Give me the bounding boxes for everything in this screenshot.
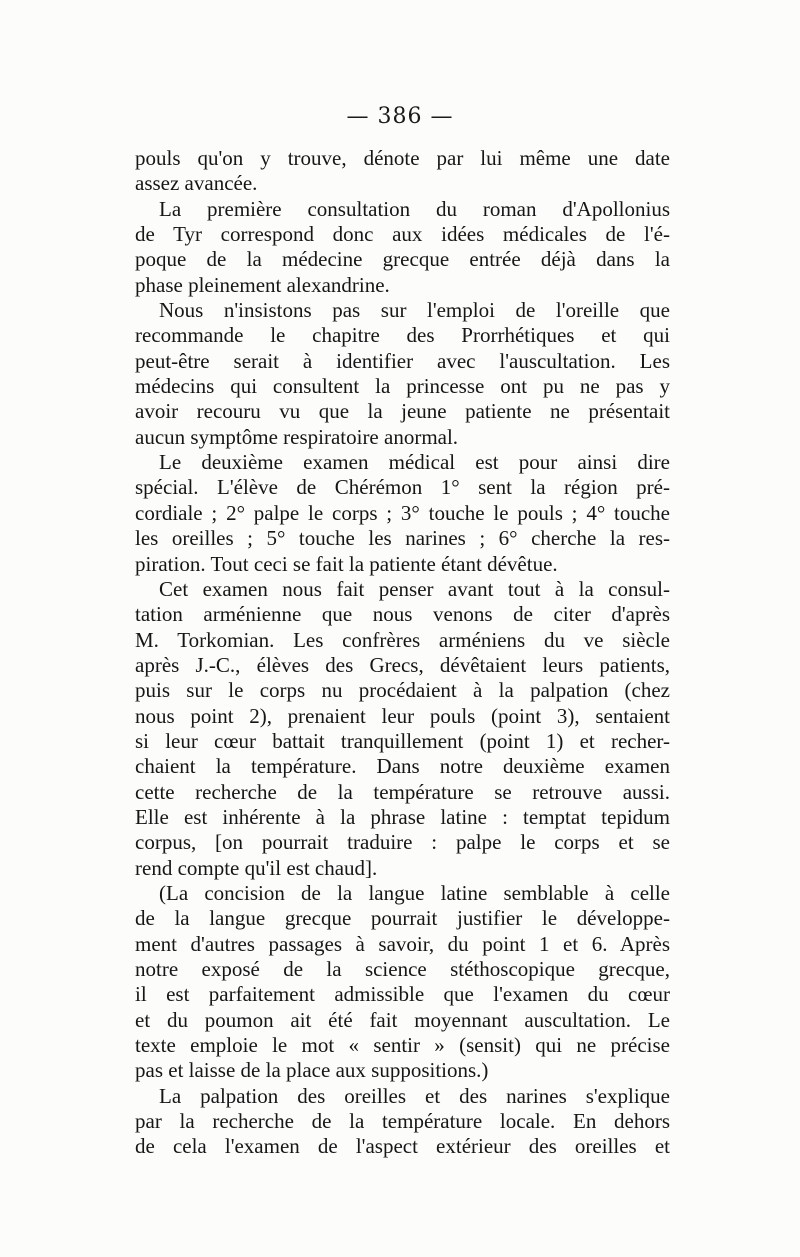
- text-line: notre exposé de la science stéthoscopique grecque,: [135, 957, 670, 981]
- text-line: corpus, [on pourrait traduire : palpe le corps et se: [135, 830, 670, 855]
- text-line: chaient la température. Dans notre deuxième examen: [135, 754, 670, 779]
- text-line: tation arménienne que nous venons de citer d'après: [135, 602, 670, 627]
- text-line: il est parfaitement admissible que l'examen du cœur: [135, 982, 670, 1007]
- text-line: pas et laisse de la place aux suppositions.): [135, 1058, 489, 1083]
- text-line: si leur cœur battait tranquillement (point 1) et recher-: [135, 728, 670, 753]
- text-line: Le deuxième examen médical est pour ainsi dire: [159, 450, 670, 475]
- text-line: avoir recouru vu que la jeune patiente ne présentait: [135, 399, 670, 424]
- text-line: Nous n'insistons pas sur l'emploi de l'oreille que: [159, 298, 670, 323]
- text-line: peut-être serait à identifier avec l'auscultation. Les: [135, 348, 670, 373]
- text-line: spécial. L'élève de Chérémon 1° sent la région pré-: [135, 475, 670, 500]
- body-text: [135, 146, 670, 1160]
- text-line: et du poumon ait été fait moyennant auscultation. Le: [135, 1007, 670, 1032]
- text-line: de Tyr correspond donc aux idées médicales de l'é-: [135, 222, 670, 247]
- text-line: nous point 2), prenaient leur pouls (point 3), sentaient: [135, 703, 670, 728]
- text-line: pouls qu'on y trouve, dénote par lui même une date: [135, 146, 670, 170]
- text-line: aucun symptôme respiratoire anormal.: [135, 424, 459, 449]
- page-number: — 386 —: [346, 104, 454, 129]
- text-line: assez avancée.: [135, 171, 258, 196]
- text-line: piration. Tout ceci se fait la patiente étant dévêtue.: [135, 551, 558, 576]
- text-line: puis sur le corps nu procédaient à la palpation (chez: [135, 678, 670, 703]
- text-line: La première consultation du roman d'Apollonius: [159, 196, 670, 221]
- text-line: rend compte qu'il est chaud].: [135, 855, 378, 880]
- text-line: La palpation des oreilles et des narines s'explique: [159, 1083, 670, 1108]
- text-line: phase pleinement alexandrine.: [135, 272, 390, 297]
- text-line: de cela l'examen de l'aspect extérieur des oreilles et: [135, 1134, 670, 1159]
- text-line: poque de la médecine grecque entrée déjà dans la: [135, 247, 670, 272]
- text-line: cordiale ; 2° palpe le corps ; 3° touche le pouls ; 4° touche: [135, 500, 670, 525]
- text-line: les oreilles ; 5° touche les narines ; 6° cherche la res-: [135, 526, 670, 551]
- text-line: après J.-C., élèves des Grecs, dévêtaient leurs patients,: [135, 652, 670, 677]
- text-line: cette recherche de la température se retrouve aussi.: [135, 779, 670, 804]
- text-line: M. Torkomian. Les confrères arméniens du ve siècle: [135, 627, 670, 652]
- text-line: recommande le chapitre des Prorrhétiques et qui: [135, 323, 670, 348]
- text-line: ment d'autres passages à savoir, du point 1 et 6. Après: [135, 931, 670, 956]
- text-line: de la langue grecque pourrait justifier le développe-: [135, 906, 670, 931]
- text-line: texte emploie le mot « sentir » (sensit) qui ne précise: [135, 1033, 670, 1058]
- text-line: Elle est inhérente à la phrase latine : temptat tepidum: [135, 804, 670, 829]
- text-line: (La concision de la langue latine semblable à celle: [159, 880, 670, 905]
- text-line: par la recherche de la température locale. En dehors: [135, 1109, 670, 1134]
- text-line: Cet examen nous fait penser avant tout à la consul-: [159, 576, 670, 601]
- text-line: médecins qui consultent la princesse ont pu ne pas y: [135, 374, 670, 399]
